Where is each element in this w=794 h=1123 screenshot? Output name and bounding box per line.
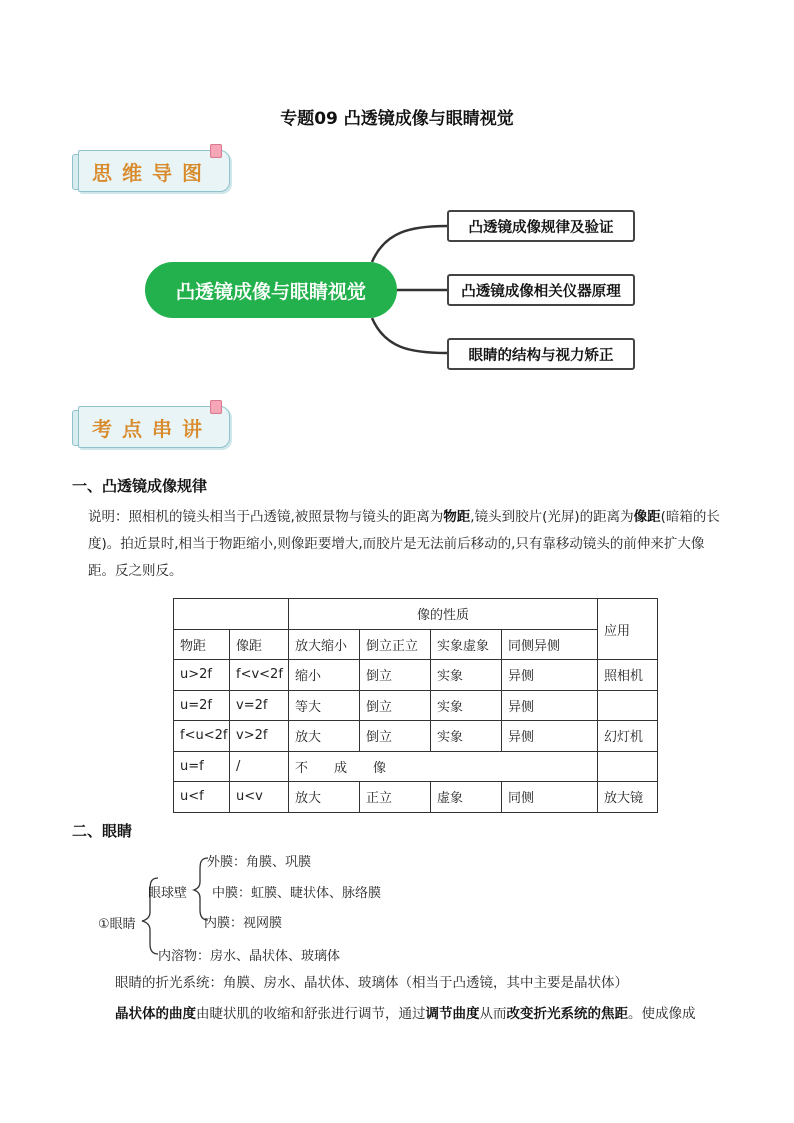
table-cell: v=2f [230,690,289,721]
table-cell: u<v [230,782,289,813]
table-header-cell: 实象虚象 [431,629,502,660]
banner-text: 考点串讲 [92,417,212,441]
outer-membrane: 外膜：角膜、巩膜 [207,855,312,870]
table-cell: f<v<2f [230,660,289,691]
table-cell: u<f [174,782,230,813]
table-cell: 放大镜 [598,782,658,813]
table-cell: u=2f [174,690,230,721]
table-cell: 虚象 [431,782,502,813]
table-cell: 同侧 [502,782,598,813]
table-cell: v>2f [230,721,289,752]
section2-heading: 二、眼睛 [72,822,133,840]
table-cell: 等大 [289,690,360,721]
table-cell: 倒立 [360,721,431,752]
table-cell: 照相机 [598,660,658,691]
table-cell: 正立 [360,782,431,813]
mindmap-branch-eye-structure: 眼睛的结构与视力矫正 [447,338,635,370]
para-text: 说明：照相机的镜头相当于凸透镜,被照景物与镜头的距离为 [88,509,444,525]
table-header-cell: 倒立正立 [360,629,431,660]
bold-adjust-curvature: 调节曲度 [425,1006,480,1022]
table-cell: 异侧 [502,690,598,721]
table-header-cell: 放大缩小 [289,629,360,660]
mindmap-branch-instruments: 凸透镜成像相关仪器原理 [447,274,635,306]
table-cell: 实象 [431,690,502,721]
table-cell: u=f [174,751,230,782]
page-title: 专题09 凸透镜成像与眼睛视觉 [280,109,514,129]
eyeball-wall-label: 眼球壁 [148,886,188,901]
table-cell: 放大 [289,782,360,813]
refraction-system-text: 眼睛的折光系统：角膜、房水、晶状体、玻璃体（相当于凸透镜，其中主要是晶状体） [115,975,628,991]
bold-change-focal-length: 改变折光系统的焦距 [506,1006,628,1022]
mindmap-branch-lens-rules: 凸透镜成像规律及验证 [447,210,635,242]
eye-label: ①眼睛 [98,917,136,932]
middle-membrane: 中膜：虹膜、睫状体、脉络膜 [212,886,382,901]
section1-heading: 一、凸透镜成像规律 [72,477,208,495]
table-cell: 异侧 [502,660,598,691]
table-group-header: 像的性质 [289,599,598,630]
para-bold-image-distance: 像距 [633,509,661,525]
table-app-header: 应用 [598,599,658,660]
lens-curvature-text [115,1001,696,1028]
table-cell: 缩小 [289,660,360,691]
table-header-cell: 物距 [174,629,230,660]
table-cell: 异侧 [502,721,598,752]
table-header-cell: 像距 [230,629,289,660]
table-cell: 幻灯机 [598,721,658,752]
table-cell: 倒立 [360,690,431,721]
eye-contents: 内溶物：房水、晶状体、玻璃体 [158,949,341,964]
table-cell: / [230,751,289,782]
inner-membrane: 内膜：视网膜 [204,916,283,931]
para-text: 。使成像成 [628,1006,696,1022]
para-text: (暗箱的长度)。拍近景时,相当于物距缩小,则像距要增大,而胶片是无法前后移动的,只有靠移动镜头的前伸来扩大像距。反之则反。 [88,509,720,579]
table-header-cell: 同侧异侧 [502,629,598,660]
banner-text: 思维导图 [92,161,212,185]
table-cell: 实象 [431,660,502,691]
mindmap-center-node: 凸透镜成像与眼睛视觉 [145,262,397,318]
table-cell: f<u<2f [174,721,230,752]
para-text: 从而 [479,1006,507,1022]
table-cell: 倒立 [360,660,431,691]
para-bold-object-distance: 物距 [443,509,471,525]
table-cell: 实象 [431,721,502,752]
para-text: 由睫状肌的收缩和舒张进行调节，通过 [196,1006,426,1022]
table-cell: u>2f [174,660,230,691]
table-cell: 放大 [289,721,360,752]
table-cell-no-image: 不 成 像 [289,751,598,782]
para-text: ,镜头到胶片(光屏)的距离为 [470,509,634,525]
bold-lens-curvature: 晶状体的曲度 [115,1006,196,1022]
